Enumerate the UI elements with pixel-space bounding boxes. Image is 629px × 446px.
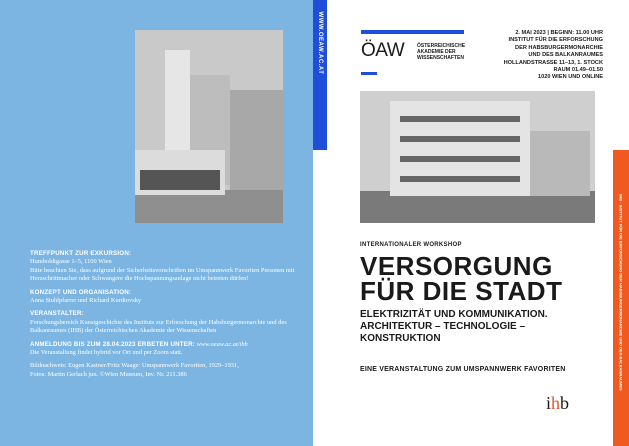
concept-heading: KONZEPT UND ORGANISATION: xyxy=(30,288,132,296)
ihb-strip xyxy=(613,150,629,446)
page-subtitle: ELEKTRIZITÄT UND KOMMUNIKATION. ARCHITEKTUR – TECHNOLOGIE – KONSTRUKTION xyxy=(360,309,548,344)
workshop-label: INTERNATIONALER WORKSHOP xyxy=(360,242,462,248)
oeaw-logo: ÖAW xyxy=(361,40,405,61)
meeting-address: Humboldtgasse 1–5, 1100 Wien xyxy=(30,258,112,266)
page-title: VERSORGUNG FÜR DIE STADT xyxy=(360,251,563,306)
registration-heading: ANMELDUNG BIS ZUM 28.04.2023 ERBETEN UNTER: xyxy=(30,340,196,348)
logo-bar-bottom xyxy=(361,72,377,75)
oeaw-logo-text: ÖSTERREICHISCHE AKADEMIE DER WISSENSCHAFTEN xyxy=(417,43,466,61)
registration-note: Die Veranstaltung findet hybrid vor Ort und per Zoom statt. xyxy=(30,349,183,357)
registration-link[interactable]: www.oeaw.ac.at/ihb xyxy=(196,340,248,348)
meeting-heading: TREFFPUNKT ZUR EXKURSION: xyxy=(30,250,132,257)
concept-names: Anna Stuhlpfarrer und Richard Kurdiovsky xyxy=(30,297,142,305)
ihb-strip-text: IHB · INSTITUT FÜR DIE ERFORSCHUNG DER HABSBURGERMONARCHIE UND DES BALKANRAUMES xyxy=(618,194,624,391)
strip-url[interactable]: WWW.OEAW.AC.AT xyxy=(317,11,323,75)
ihb-logo: ihb xyxy=(546,393,570,413)
meeting-note: Bitte beachten Sie, dass aufgrund der Sicherheitsvorschriften im Umspannwerk Favoriten Personen mit Herzschrittmacher oder Schwangere die Hochspannungsanlage nicht betreten dürfen! xyxy=(30,266,295,283)
credits-line-1: Bildnachweis: Eugen Kastner/Fritz Waage: Umspannwerk Favoriten, 1929–1931, xyxy=(30,362,239,370)
organizer-heading: VERANSTALTER: xyxy=(30,310,84,318)
organizer-text: Forschungsbereich Kunstgeschichte des Instituts zur Erforschung der Habsburgermonarchie und des Balkanraumes (IHB) der Österreichischen Akademie der Wissenschaften xyxy=(30,318,287,335)
info-block xyxy=(30,250,300,384)
event-meta: 2. MAI 2023 | BEGINN: 11.00 UHR INSTITUT FÜR DIE ERFORSCHUNG DER HABSBURGERMONARCHIE UND DES BALKANRAUMES HOLLANDSTRASSE 11–13, 1. STOCK RAUM 01.49–01.50 1020 WIEN UND ONLINE xyxy=(503,30,603,81)
event-line: EINE VERANSTALTUNG ZUM UMSPANNWERK FAVORITEN xyxy=(360,366,566,373)
credits-line-2: Fotos: Martin Gerlach jun. ©Wien Museum, Inv. Nr. 211.386 xyxy=(30,370,187,378)
building-photo-complex xyxy=(360,91,595,223)
building-photo-tower xyxy=(135,30,283,223)
